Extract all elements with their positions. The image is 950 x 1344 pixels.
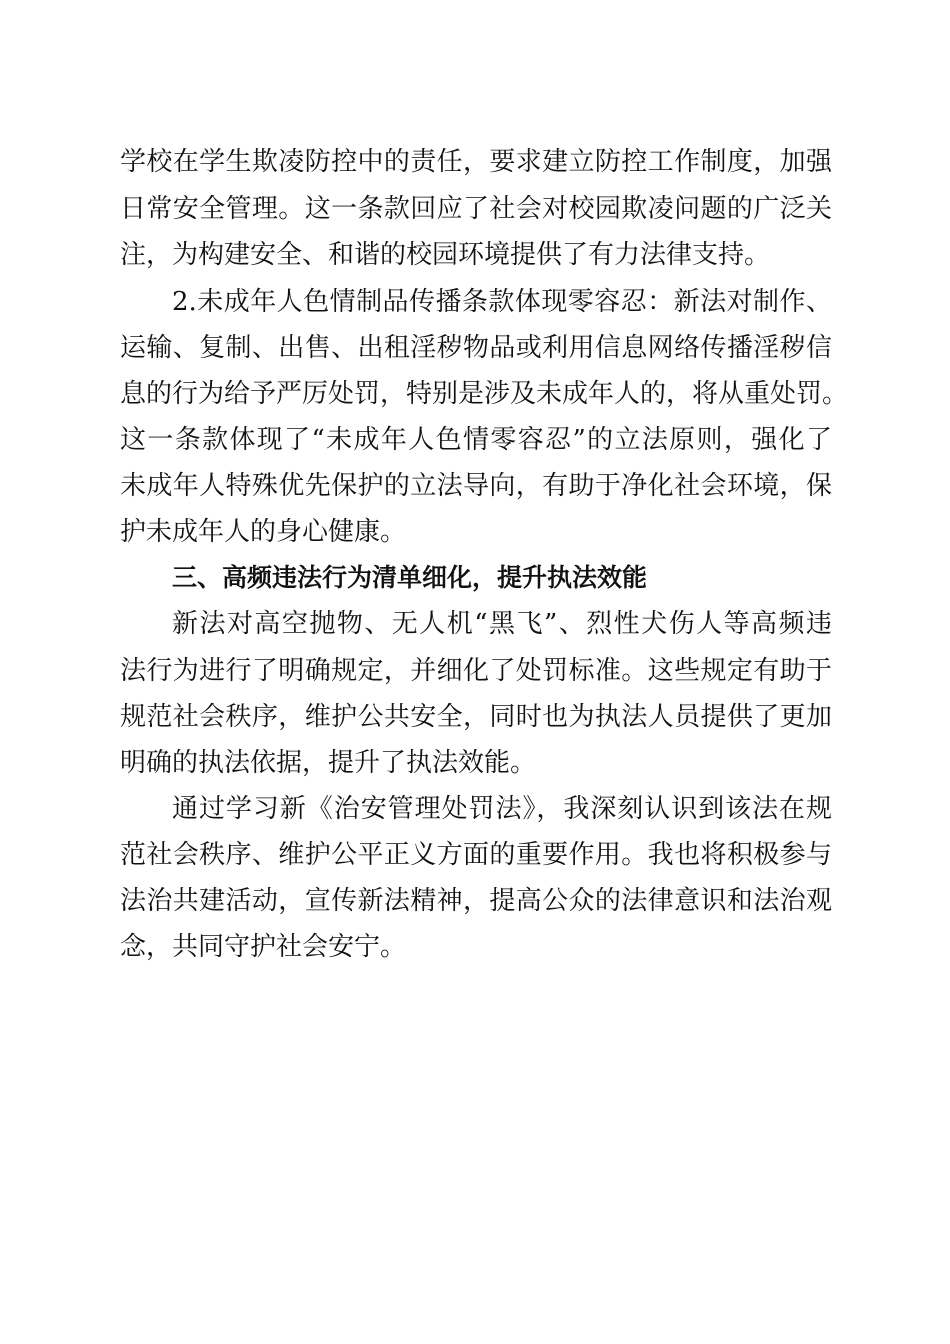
paragraph-2-line-5: 未成年人特殊优先保护的立法导向，有助于净化社会环境，保 xyxy=(120,471,832,501)
paragraph-2-line-6: 护未成年人的身心健康。 xyxy=(120,517,407,547)
paragraph-1-line-1: 学校在学生欺凌防控中的责任，要求建立防控工作制度，加强 xyxy=(120,147,832,177)
paragraph-4-line-3: 法治共建活动，宣传新法精神，提高公众的法律意识和法治观 xyxy=(120,886,832,916)
paragraph-3-line-3: 规范社会秩序，维护公共安全，同时也为执法人员提供了更加 xyxy=(120,702,832,732)
paragraph-3-line-1: 新法对高空抛物、无人机“黑飞”、烈性犬伤人等高频违 xyxy=(172,609,832,639)
section-heading-3: 三、高频违法行为清单细化，提升执法效能 xyxy=(172,563,648,592)
paragraph-2-line-3: 息的行为给予严厉处罚，特别是涉及未成年人的，将从重处罚。 xyxy=(120,379,849,409)
paragraph-3-line-4: 明确的执法依据，提升了执法效能。 xyxy=(120,748,537,778)
paragraph-1-line-3: 注，为构建安全、和谐的校园环境提供了有力法律支持。 xyxy=(120,240,771,270)
paragraph-1-line-2: 日常安全管理。这一条款回应了社会对校园欺凌问题的广泛关 xyxy=(120,194,832,224)
paragraph-3-line-2: 法行为进行了明确规定，并细化了处罚标准。这些规定有助于 xyxy=(120,656,832,686)
paragraph-2-line-1: 2.未成年人色情制品传播条款体现零容忍：新法对制作、 xyxy=(172,287,832,317)
paragraph-2-line-2: 运输、复制、出售、出租淫秽物品或利用信息网络传播淫秽信 xyxy=(120,333,832,363)
paragraph-4-line-1: 通过学习新《治安管理处罚法》，我深刻认识到该法在规 xyxy=(172,794,832,824)
paragraph-2-line-4: 这一条款体现了“未成年人色情零容忍”的立法原则，强化了 xyxy=(120,425,832,455)
paragraph-4-line-2: 范社会秩序、维护公平正义方面的重要作用。我也将积极参与 xyxy=(120,840,832,870)
paragraph-4-line-4: 念，共同守护社会安宁。 xyxy=(120,932,407,962)
